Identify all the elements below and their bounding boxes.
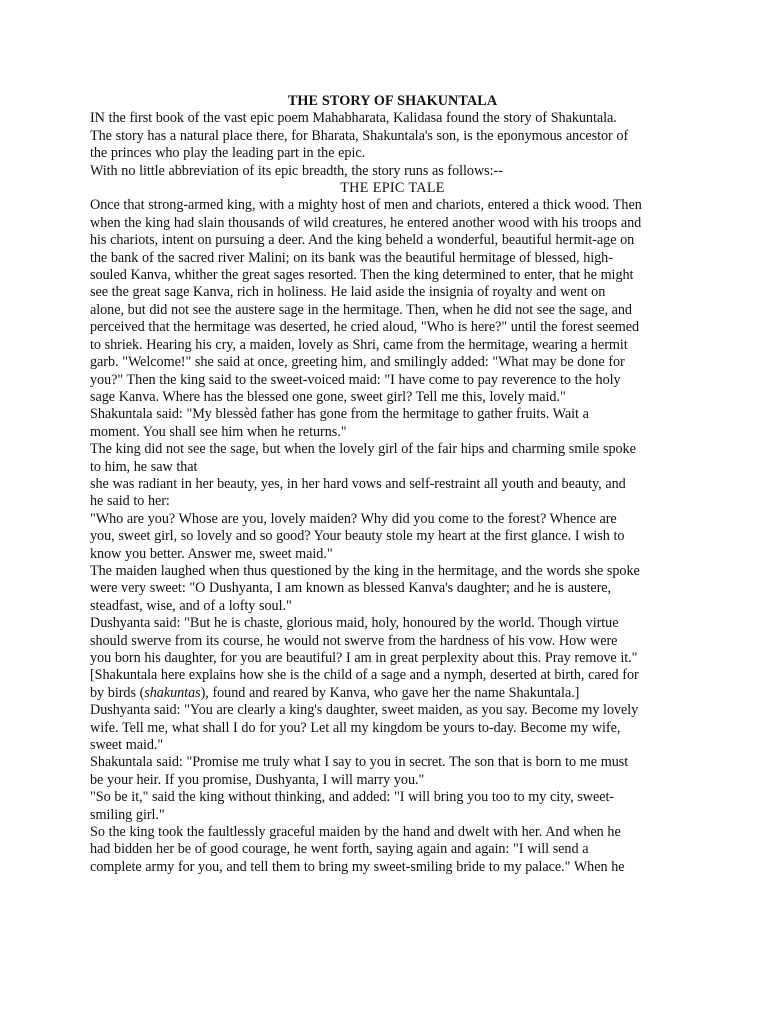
text-line: should swerve from its course, he would not swerve from the hardness of his vow. How were <box>90 632 618 649</box>
italic-term: shakuntas <box>144 684 201 701</box>
text-line: he said to her: <box>90 493 170 510</box>
text-line: The king did not see the sage, but when the lovely girl of the fair hips and charming smile spoke <box>90 441 636 458</box>
text-line: had bidden her be of good courage, he went forth, saying again and again: "I will send a <box>90 841 589 858</box>
text-line: sweet maid." <box>90 737 164 754</box>
text-line: The maiden laughed when thus questioned by the king in the hermitage, and the words she spoke <box>90 562 640 579</box>
text-line: Dushyanta said: "But he is chaste, glorious maid, holy, honoured by the world. Though virtue <box>90 615 619 632</box>
text-line: With no little abbreviation of its epic breadth, the story runs as follows:-- <box>90 162 503 179</box>
text-line: Dushyanta said: "You are clearly a king's daughter, sweet maiden, as you say. Become my lovely <box>90 702 639 719</box>
text-line <box>90 685 695 702</box>
text-line: you born his daughter, for you are beautiful? I am in great perplexity about this. Pray remove it." <box>90 650 638 666</box>
text-line: Shakuntala said: "Promise me truly what I say to you in secret. The son that is born to me must <box>90 754 629 771</box>
document-body <box>90 93 695 876</box>
text-line: Once that strong-armed king, with a mighty host of men and chariots, entered a thick wood. Then <box>90 197 642 214</box>
text-line: So the king took the faultlessly graceful maiden by the hand and dwelt with her. And when he <box>90 824 621 841</box>
text-line: she was radiant in her beauty, yes, in her hard vows and self-restraint all youth and beauty, and <box>90 475 626 492</box>
text-line: steadfast, wise, and of a lofty soul." <box>90 597 292 614</box>
text-line: to shriek. Hearing his cry, a maiden, lovely as Shri, came from the hermitage, wearing a hermit <box>90 336 628 353</box>
text-line: "So be it," said the king without thinking, and added: "I will bring you too to my city, sweet- <box>90 789 615 806</box>
text-line: sage Kanva. Where has the blessed one gone, sweet girl? Tell me this, lovely maid." <box>90 388 566 405</box>
text-line: souled Kanva, whither the great sages resorted. Then the king determined to enter, that he might <box>90 267 634 284</box>
text-line: his chariots, intent on pursuing a deer. And the king beheld a wonderful, beautiful hermit-age on <box>90 232 635 249</box>
text-line: Shakuntala said: "My blessèd father has gone from the hermitage to gather fruits. Wait a <box>90 406 589 423</box>
text-fragment: by birds ( <box>90 684 145 701</box>
text-line: perceived that the hermitage was deserted, he cried aloud, "Who is here?" until the forest seemed <box>90 319 640 336</box>
intro-paragraph <box>90 110 695 180</box>
text-line: the bank of the sacred river Malini; on its bank was the beautiful hermitage of blessed, high- <box>90 249 613 266</box>
text-line: alone, but did not see the austere sage in the hermitage. Then, when he did not see the sage, and <box>90 301 632 318</box>
section-heading: THE EPIC TALE <box>340 180 445 197</box>
text-fragment: ), found and reared by Kanva, who gave her the name Shakuntala.] <box>200 684 580 701</box>
text-line: know you better. Answer me, sweet maid." <box>90 545 333 562</box>
text-line: you?" Then the king said to the sweet-voiced maid: "I have come to pay reverence to the holy <box>90 371 621 388</box>
story-text <box>90 197 695 876</box>
text-line: be your heir. If you promise, Dushyanta, I will marry you." <box>90 771 425 788</box>
text-line: smiling girl." <box>90 806 165 823</box>
text-line: [Shakuntala here explains how she is the child of a sage and a nymph, deserted at birth, cared for <box>90 667 639 684</box>
text-line: IN the first book of the vast epic poem Mahabharata, Kalidasa found the story of Shakuntala. <box>90 110 617 127</box>
text-line: to him, he saw that <box>90 458 198 475</box>
text-line: you, sweet girl, so lovely and so good? Your beauty stole my heart at the first glance. I wish to <box>90 528 625 545</box>
text-line: when the king had slain thousands of wild creatures, he entered another wood with his troops and <box>90 214 642 231</box>
text-line: moment. You shall see him when he returns." <box>90 423 347 440</box>
document-title: THE STORY OF SHAKUNTALA <box>287 93 498 109</box>
text-line: were very sweet: "O Dushyanta, I am known as blessed Kanva's daughter; and he is austere, <box>90 580 612 597</box>
text-line: complete army for you, and tell them to bring my sweet-smiling bride to my palace." When he <box>90 858 625 875</box>
text-line: "Who are you? Whose are you, lovely maiden? Why did you come to the forest? Whence are <box>90 510 617 527</box>
text-line: wife. Tell me, what shall I do for you? Let all my kingdom be yours to-day. Become my wife, <box>90 719 621 736</box>
text-line: see the great sage Kanva, rich in holiness. He laid aside the insignia of royalty and went on <box>90 284 606 301</box>
text-line: the princes who play the leading part in the epic. <box>90 145 366 162</box>
text-line: The story has a natural place there, for Bharata, Shakuntala's son, is the eponymous ancestor of <box>90 127 629 144</box>
text-line: garb. "Welcome!" she said at once, greeting him, and smilingly added: "What may be done for <box>90 354 625 371</box>
